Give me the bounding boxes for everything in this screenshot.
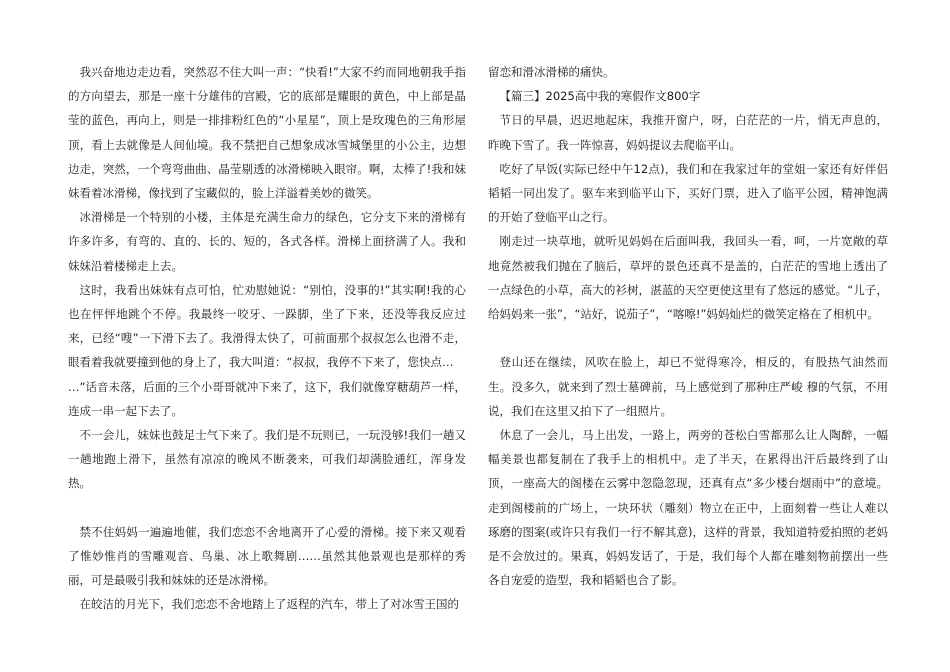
- paragraph: 在皎洁的月光下，我们恋恋不舍地踏上了返程的汽车，带上了对冰雪王国的: [79, 597, 459, 612]
- paragraph: 刚走过一块草地，就听见妈妈在后面叫我，我回头一看，呵，一片宽敞的草地竟然被我们抛在了脑后，草坪的景色还真不是盖的，白茫茫的雪地上透出了一点绿色的小草，高大的衫树，湛蓝的天空更使这里有了悠远的感觉。“儿子，给妈妈来一张”，“站好，说茄子”，“喀嚓!”妈妈灿烂的微笑定格在了相机中。: [488, 234, 888, 322]
- right-column: [488, 60, 888, 592]
- paragraph: …”话音未落，后面的三个小哥哥就冲下来了，这下，我们就像穿糖葫芦一样，连成一串一起下去了。: [68, 379, 466, 418]
- paragraph: 休息了一会儿，马上出发，一路上，两旁的苍松白雪都那么让人陶醉，一幅幅美景也都复制在了我手上的相机中。走了半天，在累得出汗后最终到了山顶，一座高大的阁楼在云雾中忽隐忽现，还真有点“多少楼台烟雨中”的意境。走到阁楼前的广场上，一块环状（雕刻）物立在正中，上面刻着一些让人难以琢磨的图案(或许只有我们一行不解其意)，这样的背景，我知道特爱拍照的老妈是不会放过的。果真，妈妈发话了，于是，我们每个人都在雕刻物前摆出一些各自宠爱的造型，我和韬韬也合了影。: [488, 428, 888, 588]
- paragraph: 留恋和滑冰滑梯的痛快。: [488, 65, 615, 79]
- paragraph: 这时，我看出妹妹有点可怕，忙劝慰她说：“别怕，没事的!”其实啊!我的心也在怦怦地跳个不停。我最终一咬牙、一跺脚，坐了下来，还没等我反应过来，已经“嗖”一下滑下去了。我滑得太快了，可前面那个叔叔怎么也滑不走，眼看着我就要撞到他的身上了，我大叫道：“叔叔，我停不下来了，您快点…: [68, 282, 466, 370]
- section-heading: 【篇三】2025高中我的寒假作文800字: [499, 89, 701, 104]
- paragraph: 我兴奋地边走边看，突然忍不住大叫一声：“快看!”大家不约而同地朝我手指的方向望去，那是一座十分雄伟的宫殿，它的底部是耀眼的黄色，中上部是晶莹的蓝色，再向上，则是一排排粉红色的“小星星”，顶上是玫瑰色的三角形屋顶，看上去就像是人间仙境。我不禁把自己想象成冰雪城堡里的小公主，边想边走，突然，一个弯弯曲曲、晶莹剔透的冰滑梯映入眼帘。啊，太棒了!我和妹妹看着冰滑梯，像找到了宝藏似的，脸上洋溢着美妙的微笑。: [68, 65, 466, 201]
- blank-line: [488, 326, 888, 350]
- paragraph: 节日的早晨，迟迟地起床，我推开窗户，呀，白茫茫的一片，悄无声息的，昨晚下雪了。我一阵惊喜，妈妈提议去爬临平山。: [488, 113, 888, 152]
- paragraph: 登山还在继续，风吹在脸上，却已不觉得寒冷，相反的，有股热气油然而生。没多久，就来到了烈士墓碑前，马上感觉到了那种庄严峻 穆的气氛，不用说，我们在这里又拍下了一组照片。: [488, 355, 888, 418]
- left-column: [68, 60, 466, 617]
- paragraph: 不一会儿，妹妹也鼓足士气下来了。我们是不玩则已，一玩没够!我们一趟又一趟地跑上滑下，虽然有凉凉的晚风不断袭来，可我们却满脸通红，浑身发热。: [68, 428, 466, 491]
- paragraph: 冰滑梯是一个特别的小楼，主体是充满生命力的绿色，它分支下来的滑梯有许多许多，有弯的、直的、长的、短的，各式各样。滑梯上面挤满了人。我和妹妹沿着楼梯走上去。: [68, 210, 466, 273]
- paragraph: 禁不住妈妈一遍遍地催，我们恋恋不舍地离开了心爱的滑梯。接下来又观看了惟妙惟肖的雪雕观音、鸟巢、冰上歌舞剧……虽然其他景观也是那样的秀丽，可是最吸引我和妹妹的还是冰滑梯。: [68, 524, 466, 588]
- blank-line: [68, 496, 466, 520]
- paragraph: 吃好了早饭(实际已经中午12点)，我们和在我家过年的堂姐一家还有好伴侣韬韬一同出发了。驱车来到临平山下，买好门票，进入了临平公园，精神饱满的开始了登临平山之行。: [488, 161, 888, 225]
